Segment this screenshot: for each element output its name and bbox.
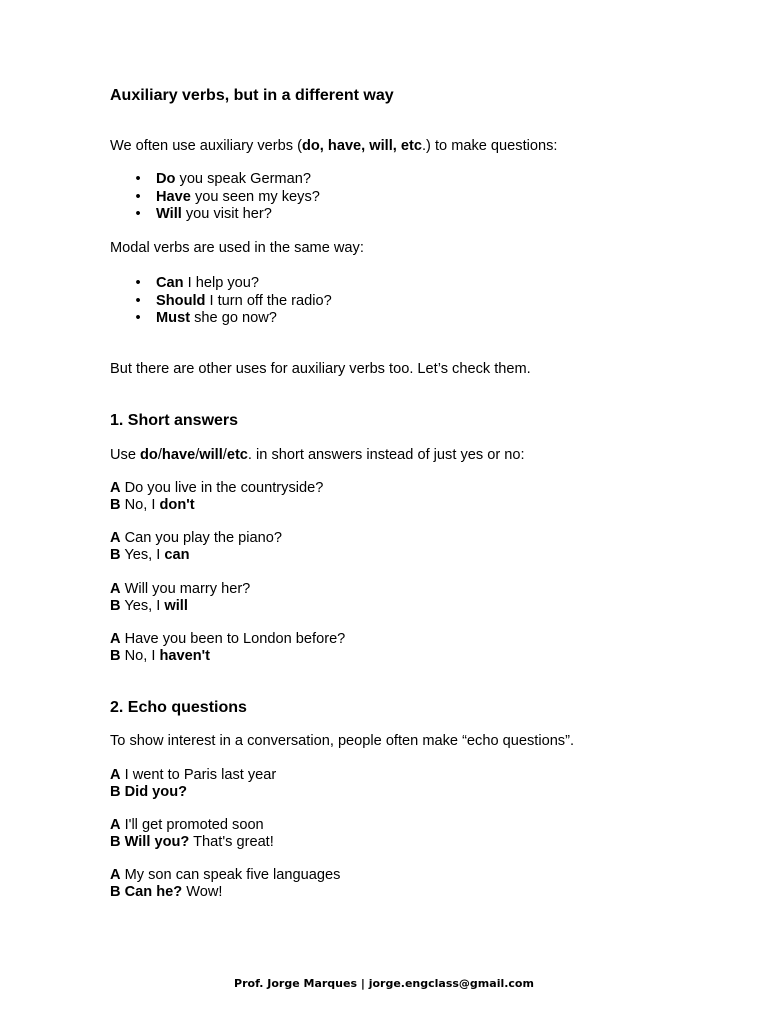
speaker-a-text: Will you marry her? bbox=[120, 581, 251, 597]
speaker-a-label: A bbox=[110, 767, 121, 783]
bullet-mark: • bbox=[135, 310, 141, 326]
section-heading-echo-questions: 2. Echo questions bbox=[110, 699, 247, 716]
other-uses-text: But there are other uses for auxiliary verbs too. Let’s check them. bbox=[110, 361, 531, 377]
speaker-b-bold: can bbox=[164, 547, 190, 563]
dialogue-line-b bbox=[110, 497, 195, 514]
instruction-post: . in short answers instead of just yes or no: bbox=[247, 447, 525, 463]
dialogue-line-b bbox=[110, 834, 274, 851]
speaker-b-label: B bbox=[110, 834, 121, 850]
page-footer: Prof. Jorge Marques | jorge.engclass@gmail.com bbox=[234, 977, 534, 990]
speaker-a-label: A bbox=[110, 817, 121, 833]
list-item bbox=[133, 275, 332, 293]
dialogue-line-b bbox=[110, 884, 222, 901]
instruction-word-etc: etc bbox=[226, 447, 248, 463]
instruction-word-do: do bbox=[140, 447, 158, 463]
instruction-slash: / bbox=[195, 447, 200, 463]
speaker-b-tail: Wow! bbox=[182, 884, 223, 900]
question-rest: I turn off the radio? bbox=[205, 292, 332, 309]
intro-post: .) to make questions: bbox=[422, 138, 558, 154]
dialogue-line-a bbox=[110, 767, 276, 784]
dialogue-line-a bbox=[110, 817, 264, 834]
dialogue-line-a bbox=[110, 867, 340, 884]
question-verb: Have bbox=[156, 188, 191, 205]
speaker-a-label: A bbox=[110, 631, 121, 647]
speaker-a-text: Do you live in the countryside? bbox=[120, 480, 324, 496]
speaker-a-text: Have you been to London before? bbox=[120, 631, 346, 647]
speaker-b-label: B bbox=[110, 648, 121, 664]
question-verb: Should bbox=[156, 292, 206, 309]
intro-text bbox=[110, 138, 557, 155]
instruction-word-will: will bbox=[199, 447, 223, 463]
speaker-b-bold: Did you? bbox=[124, 784, 188, 800]
question-verb: Do bbox=[156, 171, 176, 187]
speaker-b-text: No, I bbox=[120, 497, 160, 513]
bullet-mark: • bbox=[135, 188, 141, 205]
speaker-a-label: A bbox=[110, 581, 121, 597]
dialogue-line-b bbox=[110, 547, 190, 564]
echo-questions-instruction: To show interest in a conversation, people often make “echo questions”. bbox=[110, 733, 575, 749]
instruction-slash: / bbox=[157, 447, 162, 463]
question-rest: you speak German? bbox=[175, 171, 311, 187]
short-answers-instruction bbox=[110, 447, 525, 464]
speaker-b-label: B bbox=[110, 784, 121, 800]
question-verb: Must bbox=[156, 310, 191, 326]
speaker-a-text: Can you play the piano? bbox=[120, 530, 283, 546]
bullet-mark: • bbox=[135, 171, 141, 187]
speaker-b-bold: Will you? bbox=[124, 834, 190, 850]
list-item bbox=[133, 171, 320, 189]
speaker-a-label: A bbox=[110, 480, 121, 496]
speaker-a-label: A bbox=[110, 867, 121, 883]
speaker-b-tail: That's great! bbox=[189, 834, 274, 850]
speaker-a-text: I'll get promoted soon bbox=[120, 817, 264, 833]
list-item bbox=[133, 310, 332, 328]
question-rest: I help you? bbox=[183, 275, 260, 291]
speaker-b-bold: Can he? bbox=[124, 884, 183, 900]
question-verb: Can bbox=[156, 275, 184, 291]
speaker-a-text: I went to Paris last year bbox=[120, 767, 277, 783]
question-rest: you visit her? bbox=[181, 206, 272, 222]
modal-intro-text: Modal verbs are used in the same way: bbox=[110, 240, 364, 256]
speaker-b-text: Yes, I bbox=[120, 598, 165, 614]
bullet-mark: • bbox=[135, 275, 141, 291]
question-rest: you seen my keys? bbox=[190, 188, 320, 205]
dialogue-line-b bbox=[110, 598, 188, 615]
page-title: Auxiliary verbs, but in a different way bbox=[110, 87, 394, 104]
speaker-b-bold: will bbox=[164, 598, 188, 614]
speaker-b-bold: haven't bbox=[159, 648, 210, 664]
speaker-a-text: My son can speak five languages bbox=[120, 867, 341, 883]
dialogue-line-a bbox=[110, 631, 345, 648]
bullet-mark: • bbox=[135, 206, 141, 222]
speaker-a-label: A bbox=[110, 530, 121, 546]
question-rest: she go now? bbox=[190, 310, 277, 326]
question-verb: Will bbox=[156, 206, 182, 222]
list-item bbox=[133, 293, 332, 311]
modal-question-list bbox=[133, 275, 332, 328]
speaker-b-label: B bbox=[110, 598, 121, 614]
auxiliary-question-list bbox=[133, 171, 320, 224]
section-heading-short-answers: 1. Short answers bbox=[110, 412, 239, 429]
dialogue-line-a bbox=[110, 581, 250, 598]
dialogue-line-a bbox=[110, 480, 323, 497]
intro-pre: We often use auxiliary verbs ( bbox=[110, 138, 302, 154]
instruction-pre: Use bbox=[110, 447, 141, 463]
speaker-b-text: Yes, I bbox=[120, 547, 165, 563]
speaker-b-text: No, I bbox=[120, 648, 160, 664]
list-item bbox=[133, 206, 320, 224]
bullet-mark: • bbox=[135, 292, 141, 309]
dialogue-line-b bbox=[110, 648, 210, 665]
dialogue-line-a bbox=[110, 530, 282, 547]
instruction-slash: / bbox=[222, 447, 227, 463]
list-item bbox=[133, 189, 320, 207]
speaker-b-bold: don't bbox=[159, 497, 195, 513]
dialogue-line-b bbox=[110, 784, 187, 801]
intro-bold: do, have, will, etc bbox=[301, 138, 422, 154]
speaker-b-label: B bbox=[110, 884, 121, 900]
speaker-b-label: B bbox=[110, 497, 121, 513]
speaker-b-label: B bbox=[110, 547, 121, 563]
instruction-word-have: have bbox=[161, 447, 196, 463]
